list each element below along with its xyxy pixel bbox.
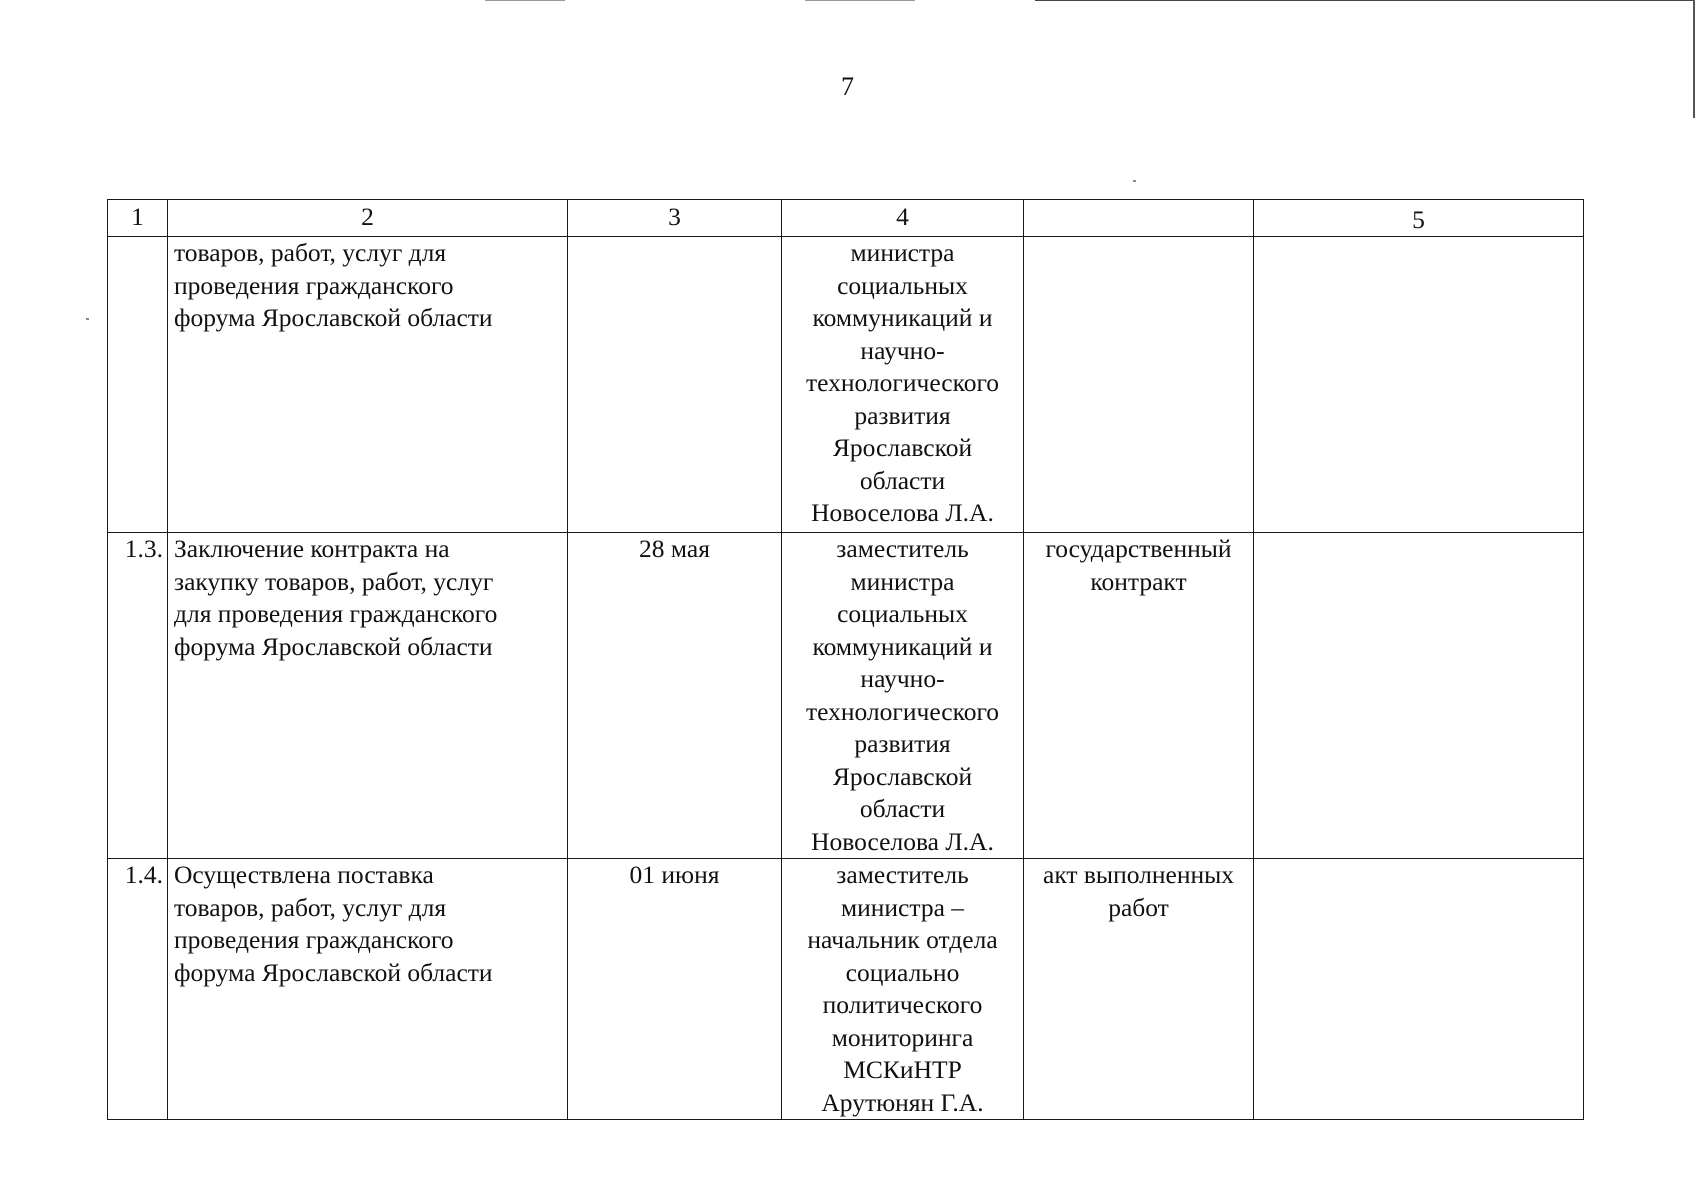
column-header: 2: [168, 200, 568, 237]
task-text: Осуществлена поставка товаров, работ, услуг для проведения гражданского форума Ярославской области: [174, 860, 493, 987]
scan-artifact-line: [1035, 0, 1695, 1]
row-number-cell: [108, 237, 168, 533]
task-cell: [168, 237, 568, 533]
responsible-cell: [782, 237, 1024, 533]
row-number-cell: [108, 859, 168, 1120]
task-text: товаров, работ, услуг для проведения гражданского форума Ярославской области: [174, 238, 493, 332]
task-cell: [168, 533, 568, 859]
column-header: 3: [568, 200, 782, 237]
responsible-text: заместитель министра социальных коммуникаций и научно- технологического развития Ярославской области Новоселова Л.А.: [805, 534, 1000, 856]
table-row: [108, 237, 1584, 533]
result-cell: [1024, 237, 1254, 533]
note-cell: [1254, 237, 1584, 533]
page-number: 7: [841, 72, 854, 101]
task-cell: [168, 859, 568, 1120]
scan-artifact-dot: [86, 318, 89, 320]
plan-table: [107, 199, 1584, 1120]
responsible-text: министра социальных коммуникаций и научно- технологического развития Ярославской области Новоселова Л.А.: [805, 238, 1000, 527]
scan-artifact-line: [805, 0, 915, 1]
task-text: Заключение контракта на закупку товаров, работ, услуг для проведения гражданского форума Ярославской области: [174, 534, 498, 661]
table-row: [108, 533, 1584, 859]
table-header-row: [108, 200, 1584, 237]
responsible-cell: [782, 533, 1024, 859]
column-header: [1024, 200, 1254, 237]
date-cell: [568, 859, 782, 1120]
date-cell: [568, 237, 782, 533]
result-text: государственный контракт: [1045, 534, 1232, 596]
table-row: [108, 859, 1584, 1120]
column-header: 4: [782, 200, 1024, 237]
responsible-text: заместитель министра – начальник отдела социально политического мониторинга МСКиНТР Арутюнян Г.А.: [807, 860, 998, 1117]
row-number: 1.3.: [124, 534, 163, 563]
date-text: 01 июня: [629, 860, 720, 889]
column-header: 1: [108, 200, 168, 237]
date-text: 28 мая: [639, 534, 710, 563]
responsible-cell: [782, 859, 1024, 1120]
result-cell: [1024, 533, 1254, 859]
row-number: 1.4.: [124, 860, 163, 889]
date-cell: [568, 533, 782, 859]
note-cell: [1254, 859, 1584, 1120]
note-cell: [1254, 533, 1584, 859]
scan-artifact-line: [485, 0, 565, 1]
result-text: акт выполненных работ: [1043, 860, 1234, 922]
scan-artifact-dot: [1133, 180, 1136, 182]
result-cell: [1024, 859, 1254, 1120]
column-header: 5: [1254, 200, 1584, 237]
row-number-cell: [108, 533, 168, 859]
